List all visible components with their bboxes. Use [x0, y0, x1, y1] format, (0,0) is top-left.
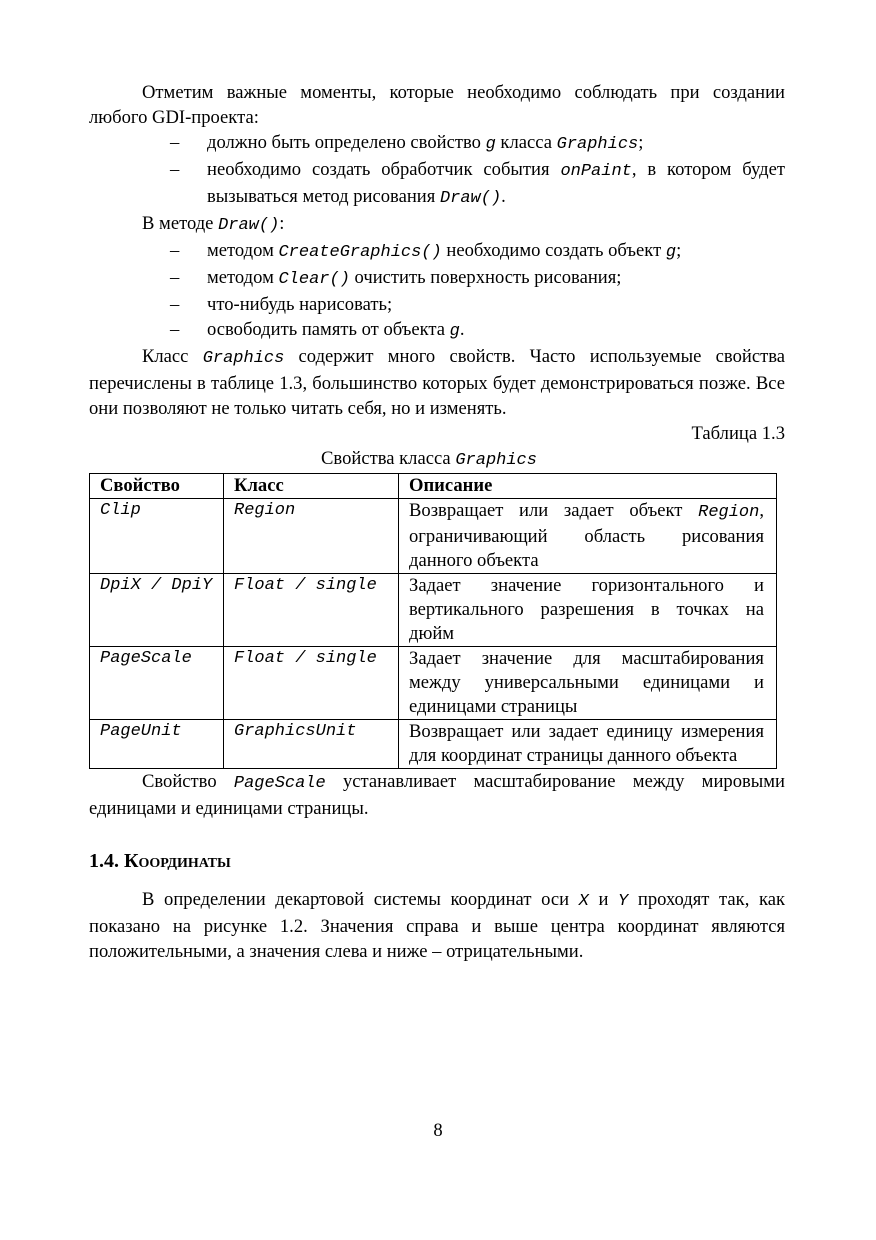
list-item: – освободить память от объекта g.: [170, 319, 465, 341]
list-item: – методом Clear() очистить поверхность рисования;: [170, 267, 622, 289]
section-heading: 1.4. Координаты: [89, 850, 231, 872]
coords-paragraph: В определении декартовой системы координат оси X и Y проходят так, как показано на рисунке 1.2. Значения справа и выше центра координат являются положительными, а значения слева и ниже – отрицательными.: [89, 889, 785, 962]
header-property: Свойство: [90, 474, 224, 499]
cell-property: Clip: [90, 499, 224, 574]
dash-marker: –: [170, 240, 180, 261]
dash-marker: –: [170, 159, 180, 180]
list-item: – должно быть определено свойство g класса Graphics;: [170, 132, 644, 154]
cell-property: PageUnit: [90, 720, 224, 769]
intro-list: [89, 130, 785, 211]
table-row: [90, 574, 777, 647]
table-header-row: [90, 474, 777, 499]
header-description: Описание: [399, 474, 777, 499]
list-item: – методом CreateGraphics() необходимо создать объект g;: [170, 240, 682, 262]
dash-marker: –: [170, 132, 180, 153]
table-caption: Свойства класса Graphics: [321, 448, 537, 470]
cell-class: GraphicsUnit: [224, 720, 399, 769]
draw-method-list: [89, 238, 785, 344]
header-class: Класс: [224, 474, 399, 499]
cell-description: Задает значение горизонтального и вертикального разрешения в точках на дюйм: [399, 574, 777, 647]
list-item: – что-нибудь нарисовать;: [170, 294, 393, 315]
class-paragraph: Класс Graphics содержит много свойств. Часто используемые свойства перечислены в таблице 1.3, большинство которых будет демонстрироваться позже. Все они позволяют не только читать себя, но и изменять.: [89, 346, 785, 419]
table-row: [90, 720, 777, 769]
intro-paragraph: Отметим важные моменты, которые необходимо соблюдать при создании любого GDI-проекта:: [89, 82, 785, 128]
page-body: [89, 80, 785, 964]
cell-description: Задает значение для масштабирования между универсальными единицами и единицами страницы: [399, 647, 777, 720]
page-number: 8: [433, 1120, 443, 1141]
dash-marker: –: [170, 319, 180, 340]
cell-property: PageScale: [90, 647, 224, 720]
cell-description: Возвращает или задает объект Region, ограничивающий область рисования данного объекта: [399, 499, 777, 574]
cell-class: Float / single: [224, 647, 399, 720]
draw-method-lead: В методе Draw():: [142, 213, 285, 235]
table-row: [90, 647, 777, 720]
cell-class: Float / single: [224, 574, 399, 647]
properties-table: [89, 473, 777, 769]
list-item: – необходимо создать обработчик события onPaint, в котором будет вызываться метод рисования Draw().: [170, 159, 785, 208]
table-row: [90, 499, 777, 574]
table-number: Таблица 1.3: [691, 423, 785, 444]
dash-marker: –: [170, 267, 180, 288]
cell-property: DpiX / DpiY: [90, 574, 224, 647]
cell-description: Возвращает или задает единицу измерения для координат страницы данного объекта: [399, 720, 777, 769]
dash-marker: –: [170, 294, 180, 315]
pagescale-paragraph: Свойство PageScale устанавливает масштабирование между мировыми единицами и единицами страницы.: [89, 771, 785, 819]
cell-class: Region: [224, 499, 399, 574]
